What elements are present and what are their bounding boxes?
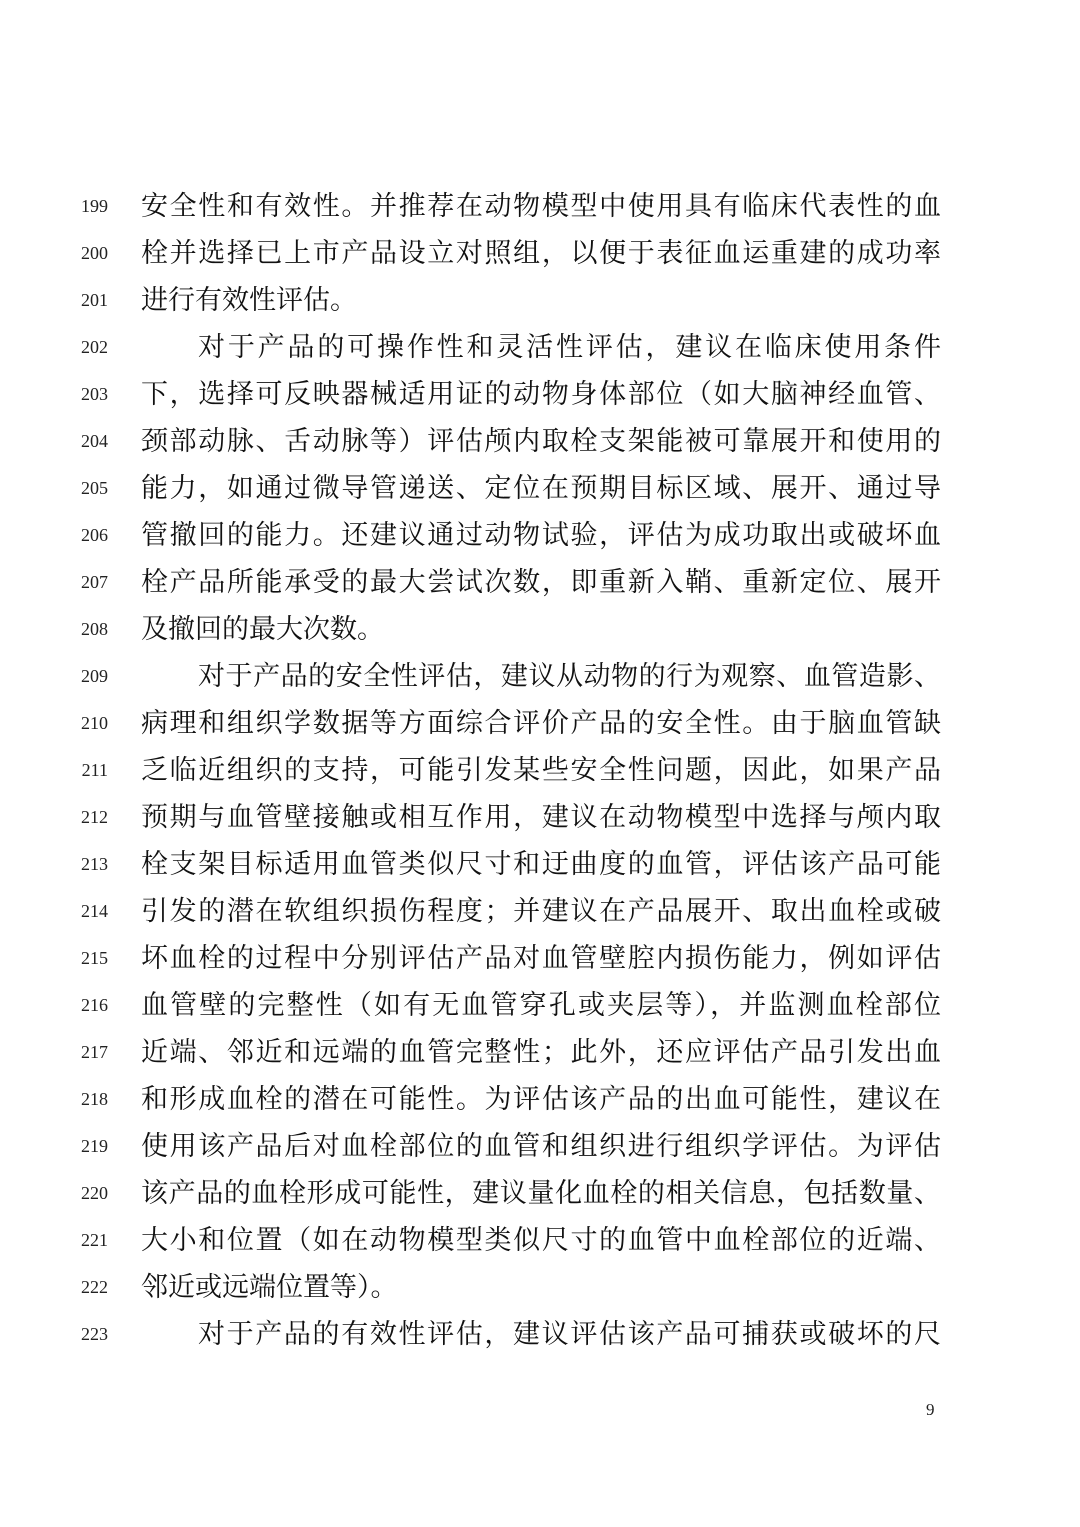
line-text: 预期与血管壁接触或相互作用，建议在动物模型中选择与颅内取 <box>141 802 941 833</box>
line-text: 大小和位置（如在动物模型类似尺寸的血管中血栓部位的近端、 <box>141 1225 941 1256</box>
line-text: 能力，如通过微导管递送、定位在预期目标区域、展开、通过导 <box>141 473 941 504</box>
line-text: 栓支架目标适用血管类似尺寸和迂曲度的血管，评估该产品可能 <box>141 849 941 880</box>
line-text: 颈部动脉、舌动脉等）评估颅内取栓支架能被可靠展开和使用的 <box>141 426 941 457</box>
line-text: 下，选择可反映器械适用证的动物身体部位（如大脑神经血管、 <box>141 379 941 410</box>
text-line <box>0 324 1080 371</box>
text-line <box>0 1170 1080 1217</box>
line-text: 栓并选择已上市产品设立对照组，以便于表征血运重建的成功率 <box>141 238 941 269</box>
line-number: 212 <box>81 807 108 827</box>
line-number: 220 <box>81 1183 108 1203</box>
line-text: 使用该产品后对血栓部位的血管和组织进行组织学评估。为评估 <box>141 1131 941 1162</box>
line-text: 对于产品的可操作性和灵活性评估，建议在临床使用条件 <box>198 332 941 363</box>
text-line <box>0 888 1080 935</box>
text-line <box>0 982 1080 1029</box>
line-text: 邻近或远端位置等）。 <box>141 1272 398 1303</box>
text-line <box>0 606 1080 653</box>
line-text: 管撤回的能力。还建议通过动物试验，评估为成功取出或破坏血 <box>141 520 941 551</box>
text-line <box>0 183 1080 230</box>
text-line <box>0 512 1080 559</box>
line-text: 病理和组织学数据等方面综合评价产品的安全性。由于脑血管缺 <box>141 708 941 739</box>
text-line <box>0 1123 1080 1170</box>
text-line <box>0 794 1080 841</box>
line-text: 栓产品所能承受的最大尝试次数，即重新入鞘、重新定位、展开 <box>141 567 941 598</box>
line-text: 对于产品的有效性评估，建议评估该产品可捕获或破坏的尺 <box>198 1319 941 1350</box>
line-number: 210 <box>81 713 108 733</box>
line-text: 进行有效性评估。 <box>141 285 357 316</box>
line-text: 及撤回的最大次数。 <box>141 614 384 645</box>
line-text: 近端、邻近和远端的血管完整性；此外，还应评估产品引发出血 <box>141 1037 941 1068</box>
line-number: 200 <box>81 243 108 263</box>
line-text: 和形成血栓的潜在可能性。为评估该产品的出血可能性，建议在 <box>141 1084 941 1115</box>
text-line <box>0 935 1080 982</box>
line-text: 该产品的血栓形成可能性，建议量化血栓的相关信息，包括数量、 <box>141 1178 941 1209</box>
text-line <box>0 747 1080 794</box>
text-line <box>0 465 1080 512</box>
line-number: 221 <box>81 1230 108 1250</box>
text-line <box>0 1311 1080 1358</box>
line-number: 215 <box>81 948 108 968</box>
page-number: 9 <box>926 1400 935 1419</box>
line-number: 204 <box>81 431 108 451</box>
text-line <box>0 559 1080 606</box>
text-line <box>0 277 1080 324</box>
line-number: 199 <box>81 196 108 216</box>
text-line <box>0 700 1080 747</box>
text-line <box>0 653 1080 700</box>
line-number: 203 <box>81 384 108 404</box>
text-line <box>0 1264 1080 1311</box>
line-text: 血管壁的完整性（如有无血管穿孔或夹层等），并监测血栓部位 <box>141 990 941 1021</box>
line-text: 对于产品的安全性评估，建议从动物的行为观察、血管造影、 <box>198 661 941 692</box>
line-number: 202 <box>81 337 108 357</box>
text-line <box>0 418 1080 465</box>
text-line <box>0 841 1080 888</box>
line-text: 引发的潜在软组织损伤程度；并建议在产品展开、取出血栓或破 <box>141 896 941 927</box>
line-number: 217 <box>81 1042 108 1062</box>
line-number: 205 <box>81 478 108 498</box>
line-number: 216 <box>81 995 108 1015</box>
line-number: 201 <box>81 290 108 310</box>
text-line <box>0 371 1080 418</box>
text-line <box>0 1029 1080 1076</box>
line-number: 207 <box>81 572 108 592</box>
line-number: 213 <box>81 854 108 874</box>
line-text: 坏血栓的过程中分别评估产品对血管壁腔内损伤能力，例如评估 <box>141 943 941 974</box>
line-text: 乏临近组织的支持，可能引发某些安全性问题，因此，如果产品 <box>141 755 941 786</box>
line-number: 218 <box>81 1089 108 1109</box>
line-number: 214 <box>81 901 108 921</box>
line-number: 219 <box>81 1136 108 1156</box>
line-number: 209 <box>81 666 108 686</box>
line-number: 206 <box>81 525 108 545</box>
line-number: 208 <box>81 619 108 639</box>
text-line <box>0 1217 1080 1264</box>
text-line <box>0 1076 1080 1123</box>
line-number: 222 <box>81 1277 108 1297</box>
text-line <box>0 230 1080 277</box>
line-text: 安全性和有效性。并推荐在动物模型中使用具有临床代表性的血 <box>141 191 941 222</box>
line-number: 223 <box>81 1324 108 1344</box>
line-number: 211 <box>81 760 108 780</box>
